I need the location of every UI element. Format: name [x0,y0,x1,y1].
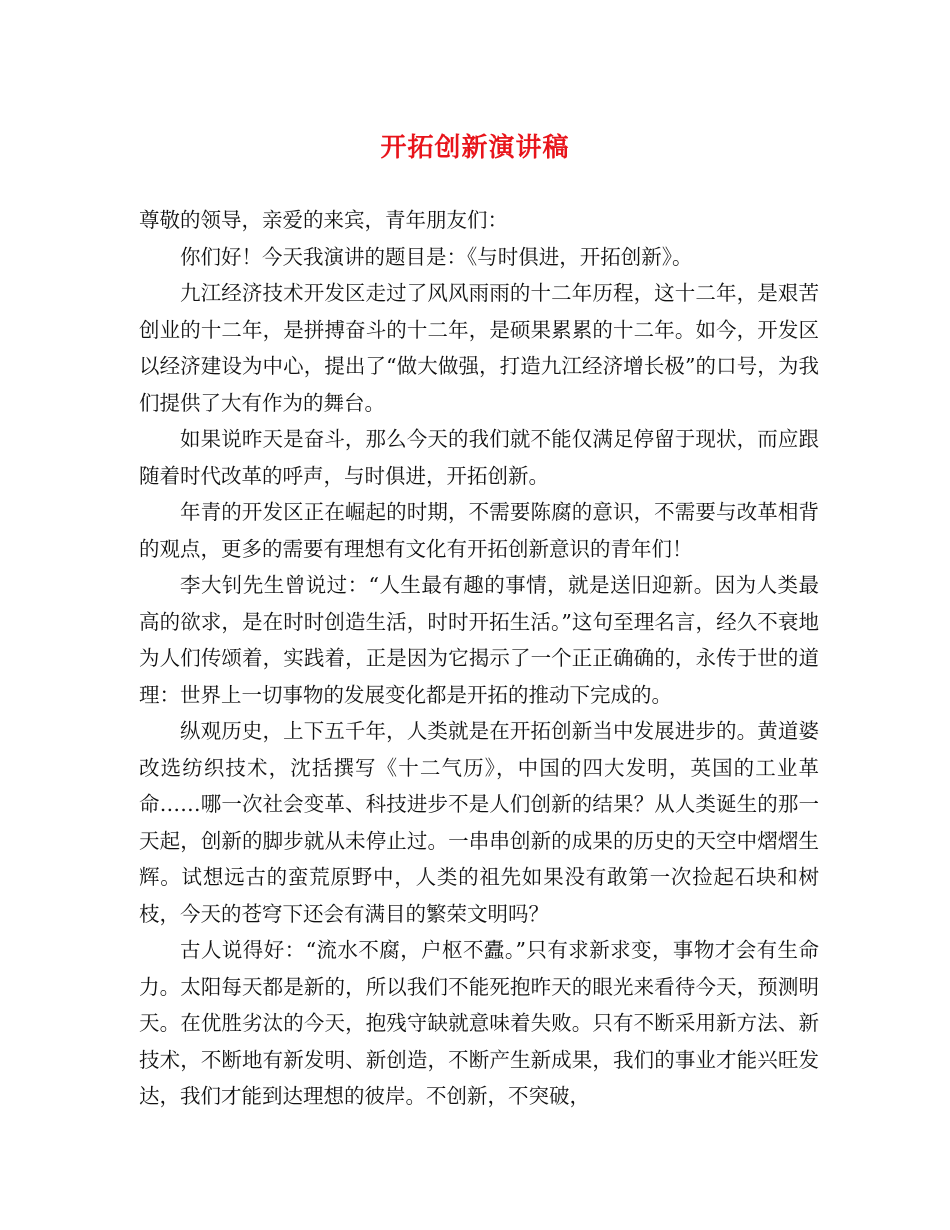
body-paragraph: 李大钊先生曾说过：“人生最有趣的事情，就是送旧迎新。因为人类最高的欲求，是在时时创造生活，时时开拓生活。”这句至理名言，经久不衰地为人们传颂着，实践着，正是因为它揭示了一个正正确确的，永传于世的道理：世界上一切事物的发展变化都是开拓的推动下完成的。 [139,573,819,707]
document-title: 开拓创新演讲稿 [380,133,570,163]
greeting-paragraph: 你们好！今天我演讲的题目是：《与时俱进，开拓创新》。 [180,244,693,269]
body-paragraph: 如果说昨天是奋斗，那么今天的我们就不能仅满足停留于现状，而应跟随着时代改革的呼声，与时俱进，开拓创新。 [139,427,819,488]
body-paragraph: 九江经济技术开发区走过了风风雨雨的十二年历程，这十二年，是艰苦创业的十二年，是拼搏奋斗的十二年，是硕果累累的十二年。如今，开发区以经济建设为中心，提出了“做大做强，打造九江经济增长极”的口号，为我们提供了大有作为的舞台。 [139,281,819,415]
document-body [139,202,819,1115]
body-paragraph: 古人说得好：“流水不腐，户枢不蠹。”只有求新求变，事物才会有生命力。太阳每天都是新的，所以我们不能死抱昨天的眼光来看待今天，预测明天。在优胜劣汰的今天，抱残守缺就意味着失败。只有不断采用新方法、新技术，不断地有新发明、新创造，不断产生新成果，我们的事业才能兴旺发达，我们才能到达理想的彼岸。不创新，不突破， [139,938,819,1108]
salutation-paragraph: 尊敬的领导，亲爱的来宾，青年朋友们： [139,208,508,232]
body-paragraph: 年青的开发区正在崛起的时期，不需要陈腐的意识，不需要与改革相背的观点，更多的需要有理想有文化有开拓创新意识的青年们！ [139,500,819,561]
body-paragraph: 纵观历史，上下五千年，人类就是在开拓创新当中发展进步的。黄道婆改选纺织技术，沈括撰写《十二气历》，中国的四大发明，英国的工业革命……哪一次社会变革、科技进步不是人们创新的结果？从人类诞生的那一天起，创新的脚步就从未停止过。一串串创新的成果的历史的天空中熠熠生辉。试想远古的蛮荒原野中，人类的祖先如果没有敢第一次捡起石块和树枝，今天的苍穹下还会有满目的繁荣文明吗？ [139,719,819,926]
